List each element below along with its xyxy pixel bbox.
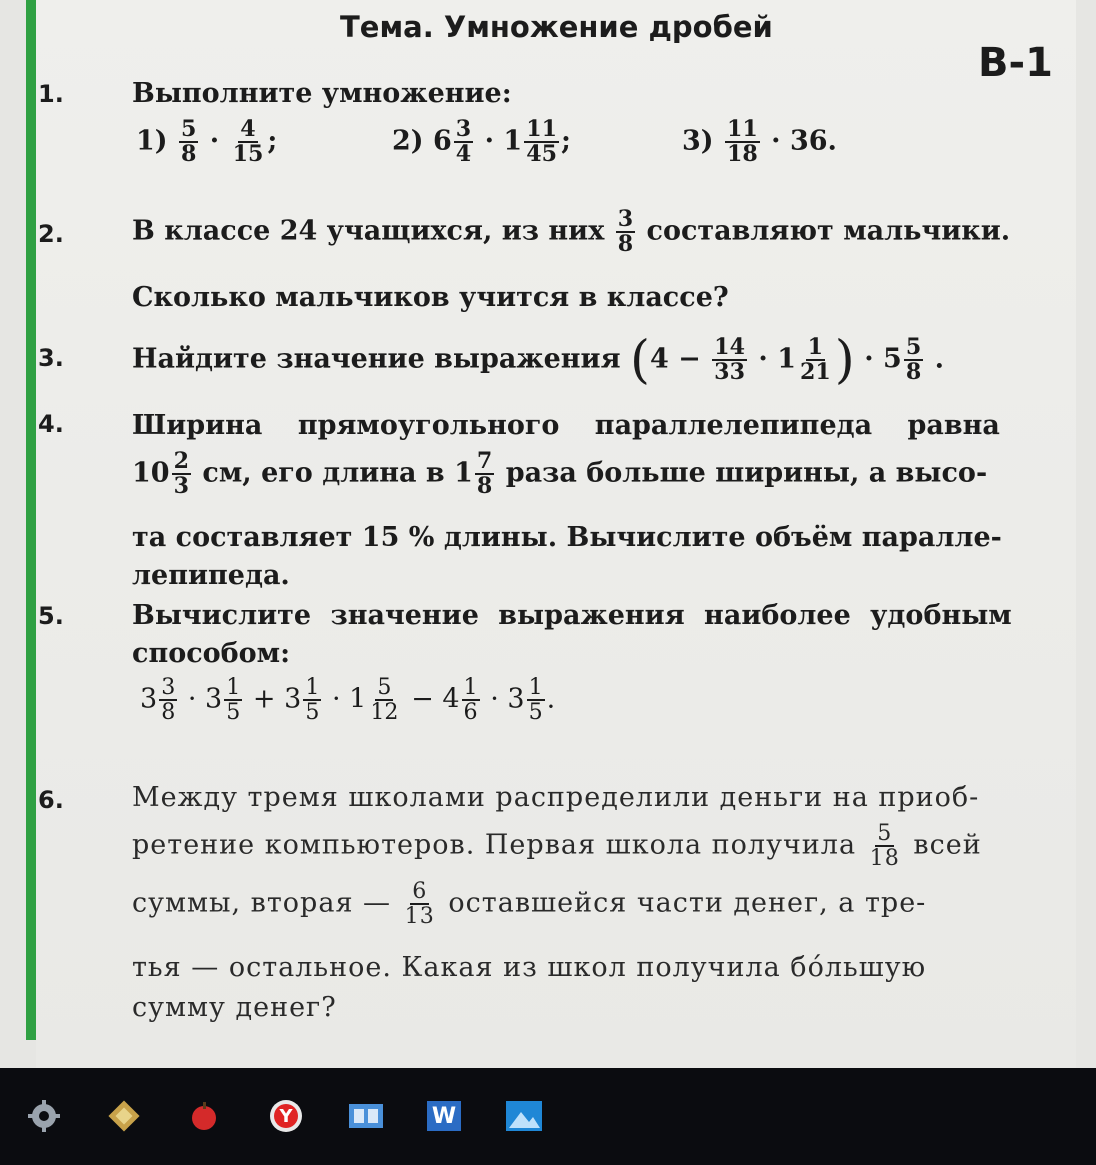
task-6-line-1: Между тремя школами распределили деньги на приоб- — [132, 782, 980, 813]
fraction: $\frac{1}{6}$ — [463, 674, 478, 726]
task-3-line: Найдите значение выражения (4 − $\frac{14}{33}$ · 1 $\frac{1}{21}$ ) · 5 $\frac{5}{8}$ . — [132, 330, 945, 390]
task-5-number: 5. — [38, 602, 64, 630]
settings-icon[interactable] — [24, 1098, 64, 1134]
yandex-browser-icon[interactable]: Y — [266, 1098, 306, 1134]
task-4-number: 4. — [38, 410, 64, 438]
task-6-number: 6. — [38, 786, 64, 814]
word-icon[interactable]: W — [424, 1098, 464, 1134]
task-1-item-1: 1) $\frac{5}{8}$ · $\frac{4}{15}$ ; — [136, 116, 278, 168]
task-5-line-1: Вычислите значение выражения наиболее удобным — [132, 600, 1012, 631]
fraction: $\frac{1}{5}$ — [528, 674, 543, 726]
task-6-line-3: суммы, вторая — $\frac{6}{13}$ оставшейся части денег, а тре- — [132, 878, 927, 930]
task-4-line-3: та составляет 15 % длины. Вычислите объём паралле- — [132, 522, 1002, 553]
fraction: $\frac{5}{8}$ — [180, 116, 197, 168]
task-1-number: 1. — [38, 80, 64, 108]
fraction: $\frac{2}{3}$ — [173, 448, 189, 500]
photos-icon[interactable] — [504, 1098, 544, 1134]
fraction: $\frac{11}{45}$ — [526, 116, 557, 168]
fraction: $\frac{6}{13}$ — [404, 878, 435, 930]
fraction: $\frac{3}{4}$ — [455, 116, 472, 168]
task-4-line-2: 10 $\frac{2}{3}$ см, его длина в 1 $\frac{7}{8}$ раза больше ширины, а высо- — [132, 448, 988, 500]
fraction: $\frac{5}{12}$ — [370, 674, 399, 726]
puzzle-icon[interactable] — [104, 1098, 144, 1134]
fraction: $\frac{14}{33}$ — [714, 333, 745, 385]
fraction: $\frac{5}{8}$ — [905, 333, 922, 385]
variant-label: В-1 — [978, 40, 1053, 86]
task-6-line-4: тья — остальное. Какая из школ получила бóльшую — [132, 952, 927, 983]
task-2-number: 2. — [38, 220, 64, 248]
fraction: $\frac{1}{5}$ — [226, 674, 241, 726]
apple-icon[interactable] — [184, 1098, 224, 1134]
fraction: $\frac{4}{15}$ — [232, 116, 264, 168]
fraction: $\frac{11}{18}$ — [726, 116, 758, 168]
task-4-line-4: лепипеда. — [132, 560, 290, 591]
task-6-line-2: ретение компьютеров. Первая школа получила $\frac{5}{18}$ всей — [132, 820, 982, 872]
fraction: $\frac{7}{8}$ — [476, 448, 493, 500]
task-5-line-2: способом: — [132, 638, 291, 669]
page-title: Тема. Умножение дробей — [340, 10, 773, 44]
fraction: $\frac{5}{18}$ — [869, 820, 900, 872]
task-6-line-5: сумму денег? — [132, 992, 337, 1023]
taskbar — [0, 1068, 1096, 1165]
task-2-line-2: Сколько мальчиков учится в классе? — [132, 282, 729, 313]
task-1-item-3: 3) $\frac{11}{18}$ · 36. — [682, 116, 837, 168]
task-3-number: 3. — [38, 344, 64, 372]
green-margin-bar — [26, 0, 36, 1040]
task-4-line-1: Ширина прямоугольного параллелепипеда равна — [132, 410, 1000, 441]
task-5-expression: 3 $\frac{3}{8}$ · 3 $\frac{1}{5}$ + 3 $\frac{1}{5}$ · 1 $\frac{5}{12}$ − 4 $\frac{1}{6}$ · 3 $\frac{1}{5}$ . — [140, 674, 556, 726]
fraction: $\frac{3}{8}$ — [161, 674, 176, 726]
fraction: $\frac{1}{21}$ — [799, 333, 831, 385]
fraction: $\frac{3}{8}$ — [617, 206, 634, 258]
task-1-text: Выполните умножение: — [132, 78, 512, 109]
task-2-line-1: В классе 24 учащихся, из них $\frac{3}{8}$ составляют мальчики. — [132, 206, 1011, 258]
fraction: $\frac{1}{5}$ — [305, 674, 320, 726]
task-1-item-2: 2) 6 $\frac{3}{4}$ · 1 $\frac{11}{45}$ ; — [392, 116, 571, 168]
filmstrip-icon[interactable] — [346, 1098, 386, 1134]
